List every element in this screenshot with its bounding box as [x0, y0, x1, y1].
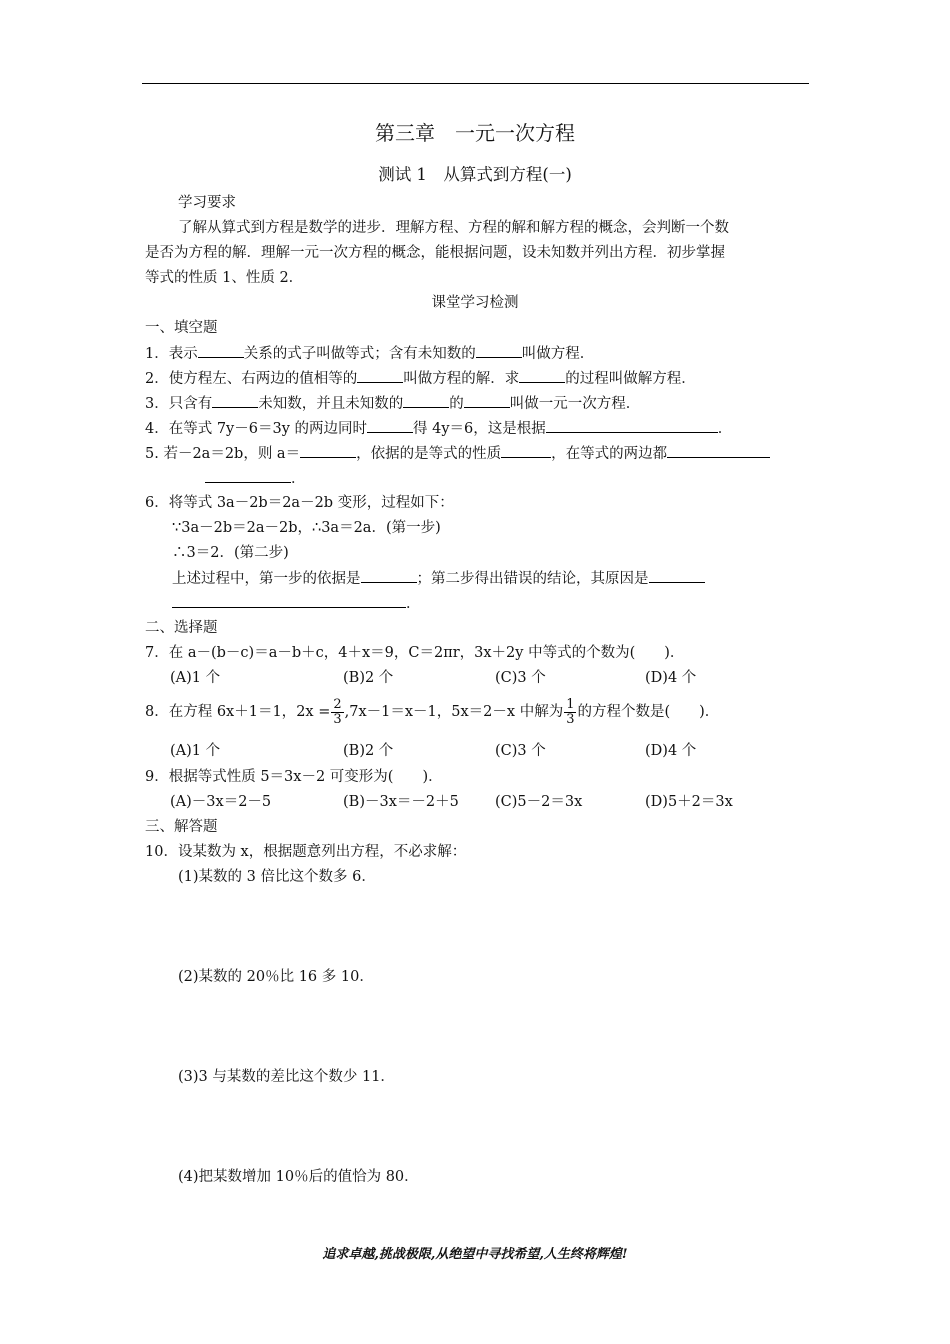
answer-blank[interactable] [205, 468, 291, 483]
answer-blank[interactable] [300, 443, 356, 458]
question-10-sub-3: (3)3 与某数的差比这个数少 11． [178, 1069, 395, 1085]
section-title: 课堂学习检测 [431, 295, 519, 311]
part3-heading: 三、解答题 [145, 819, 218, 835]
question-5-continued: ． [205, 468, 306, 489]
answer-blank[interactable] [361, 568, 417, 583]
question-10-sub-4: (4)把某数增加 10％后的值恰为 80． [178, 1169, 419, 1185]
question-3: 3．只含有 未知数，并且未知数的 的 叫做一元一次方程． [145, 393, 640, 414]
question-10-sub-2: (2)某数的 20％比 16 多 10． [178, 969, 374, 985]
answer-blank[interactable] [501, 443, 551, 458]
option-b[interactable]: (B)2 个 [343, 670, 394, 686]
requirements-heading: 学习要求 [178, 195, 236, 211]
fraction: $\frac{1}{3}$ [566, 696, 575, 727]
part2-heading: 二、选择题 [145, 620, 218, 636]
question-6-step2: ∴3＝2．(第二步) [172, 545, 289, 561]
question-1: 1．表示 关系的式子叫做等式；含有未知数的 叫做方程． [145, 343, 594, 364]
option-d[interactable]: (D)4 个 [645, 670, 697, 686]
question-8-stem: 8．在方程 6x＋1＝1，2x = $\frac{2}{3}$ ,7x－1＝x－1，5x＝2－x 中解为 $\frac{1}{3}$ 的方程个数是( )． [145, 696, 720, 727]
option-b[interactable]: (B)－3x＝－2＋5 [343, 794, 459, 810]
chapter-title: 第三章 一元一次方程 [375, 121, 575, 145]
question-6-stem: 6．将等式 3a－2b＝2a－2b 变形，过程如下： [145, 495, 454, 511]
answer-blank[interactable] [357, 368, 403, 383]
question-10-stem: 10．设某数为 x，根据题意列出方程，不必求解： [145, 844, 467, 860]
question-6-ask: 上述过程中，第一步的依据是 ；第二步得出错误的结论，其原因是 [172, 568, 705, 589]
question-9-stem: 9．根据等式性质 5＝3x－2 可变形为( )． [145, 769, 443, 785]
option-c[interactable]: (C)5－2＝3x [495, 794, 583, 810]
header-rule [142, 83, 809, 84]
question-5: 5. 若－2a＝2b，则 a＝ ，依据的是等式的性质 ，在等式的两边都 [145, 443, 770, 464]
question-6-step1: ∵3a－2b＝2a－2b，∴3a＝2a．(第一步) [172, 520, 441, 536]
option-b[interactable]: (B)2 个 [343, 743, 394, 759]
option-d[interactable]: (D)5＋2＝3x [645, 794, 733, 810]
question-2: 2．使方程左、右两边的值相等的 叫做方程的解．求 的过程叫做解方程． [145, 368, 696, 389]
requirements-text-1: 了解从算式到方程是数学的进步．理解方程、方程的解和解方程的概念，会判断一个数 [178, 220, 729, 236]
answer-blank[interactable] [667, 443, 770, 458]
answer-blank[interactable] [403, 393, 449, 408]
answer-blank[interactable] [476, 343, 522, 358]
fraction: $\frac{2}{3}$ [333, 696, 342, 727]
option-a[interactable]: (A)1 个 [170, 670, 221, 686]
option-c[interactable]: (C)3 个 [495, 670, 546, 686]
footer-motto: 追求卓越,挑战极限,从绝望中寻找希望,人生终将辉煌! [322, 1247, 628, 1262]
part1-heading: 一、填空题 [145, 320, 218, 336]
answer-blank[interactable] [367, 418, 413, 433]
answer-blank[interactable] [546, 418, 718, 433]
question-4: 4．在等式 7y－6＝3y 的两边同时 得 4y＝6，这是根据 ． [145, 418, 732, 439]
answer-blank[interactable] [519, 368, 565, 383]
requirements-text-2: 是否为方程的解．理解一元一次方程的概念，能根据问题，设未知数并列出方程．初步掌握 [145, 245, 725, 261]
answer-blank[interactable] [212, 393, 258, 408]
option-a[interactable]: (A)－3x＝2－5 [170, 794, 272, 810]
requirements-text-3: 等式的性质 1、性质 2． [145, 270, 304, 286]
answer-blank[interactable] [464, 393, 510, 408]
question-7-stem: 7．在 a－(b－c)＝a－b＋c，4＋x＝9，C＝2πr，3x＋2y 中等式的个数为( )． [145, 645, 685, 661]
test-title: 测试 1 从算式到方程(一) [378, 165, 572, 184]
question-10-sub-1: (1)某数的 3 倍比这个数多 6． [178, 869, 376, 885]
answer-blank[interactable] [649, 568, 705, 583]
answer-blank[interactable] [198, 343, 244, 358]
option-d[interactable]: (D)4 个 [645, 743, 697, 759]
question-6-ask-continued: ． [172, 593, 421, 614]
answer-blank[interactable] [172, 593, 406, 608]
option-a[interactable]: (A)1 个 [170, 743, 221, 759]
option-c[interactable]: (C)3 个 [495, 743, 546, 759]
